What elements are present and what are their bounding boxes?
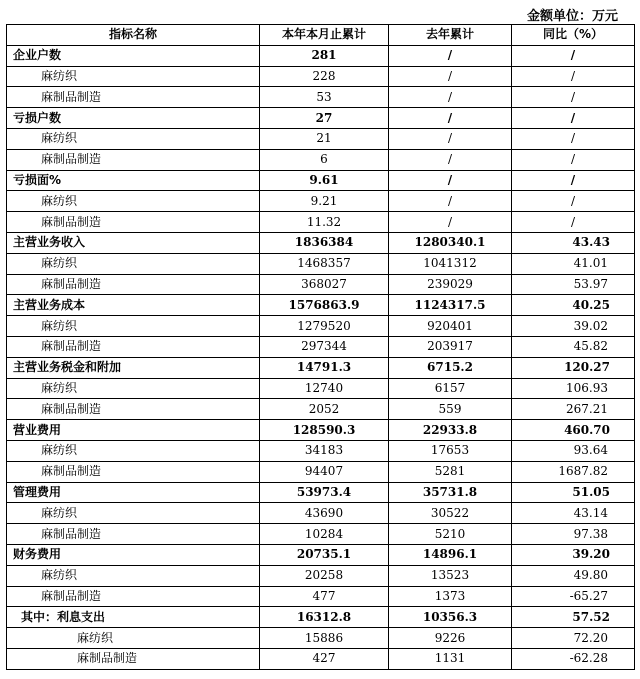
indicator-name-cell: 主营业务成本 <box>7 295 260 316</box>
table-row <box>7 482 635 503</box>
current-value-cell: 20258 <box>260 565 389 586</box>
current-value-cell: 2052 <box>260 399 389 420</box>
previous-value-cell: 9226 <box>389 628 512 649</box>
table-row <box>7 586 635 607</box>
current-value-cell: 15886 <box>260 628 389 649</box>
table-row <box>7 191 635 212</box>
table-row <box>7 253 635 274</box>
column-header-indicator: 指标名称 <box>7 25 260 46</box>
indicator-name-cell: 麻纺织 <box>7 191 260 212</box>
previous-value-cell: 6715.2 <box>389 357 512 378</box>
previous-value-cell: 5281 <box>389 461 512 482</box>
previous-value-cell: 1131 <box>389 648 512 669</box>
current-value-cell: 427 <box>260 648 389 669</box>
indicator-name-cell: 麻纺织 <box>7 440 260 461</box>
previous-value-cell: / <box>389 170 512 191</box>
current-value-cell: 1468357 <box>260 253 389 274</box>
indicator-name-cell: 麻纺织 <box>7 128 260 149</box>
table-row <box>7 232 635 253</box>
previous-value-cell: 920401 <box>389 316 512 337</box>
indicator-name-cell: 麻制品制造 <box>7 336 260 357</box>
yoy-value-cell: / <box>512 149 635 170</box>
table-body <box>7 45 635 669</box>
yoy-value-cell: / <box>512 66 635 87</box>
current-value-cell: 10284 <box>260 524 389 545</box>
indicator-name-cell: 麻制品制造 <box>7 524 260 545</box>
table-row <box>7 544 635 565</box>
table-row <box>7 399 635 420</box>
table-row <box>7 336 635 357</box>
table-row <box>7 66 635 87</box>
indicator-name-cell: 麻纺织 <box>7 378 260 399</box>
previous-value-cell: 13523 <box>389 565 512 586</box>
table-row <box>7 295 635 316</box>
table-row <box>7 565 635 586</box>
previous-value-cell: / <box>389 212 512 233</box>
current-value-cell: 34183 <box>260 440 389 461</box>
current-value-cell: 21 <box>260 128 389 149</box>
previous-value-cell: / <box>389 108 512 129</box>
previous-value-cell: 10356.3 <box>389 607 512 628</box>
indicator-name-cell: 麻制品制造 <box>7 399 260 420</box>
yoy-value-cell: / <box>512 45 635 66</box>
indicator-name-cell: 麻纺织 <box>7 253 260 274</box>
previous-value-cell: 1373 <box>389 586 512 607</box>
column-header-current: 本年本月止累计 <box>260 25 389 46</box>
indicator-name-cell: 主营业务税金和附加 <box>7 357 260 378</box>
yoy-value-cell: 41.01 <box>512 253 635 274</box>
current-value-cell: 43690 <box>260 503 389 524</box>
yoy-value-cell: -65.27 <box>512 586 635 607</box>
yoy-value-cell: / <box>512 191 635 212</box>
indicator-name-cell: 管理费用 <box>7 482 260 503</box>
yoy-value-cell: 40.25 <box>512 295 635 316</box>
previous-value-cell: / <box>389 128 512 149</box>
current-value-cell: 297344 <box>260 336 389 357</box>
previous-value-cell: 30522 <box>389 503 512 524</box>
previous-value-cell: 35731.8 <box>389 482 512 503</box>
previous-value-cell: 239029 <box>389 274 512 295</box>
current-value-cell: 94407 <box>260 461 389 482</box>
current-value-cell: 27 <box>260 108 389 129</box>
previous-value-cell: 1280340.1 <box>389 232 512 253</box>
indicator-name-cell: 财务费用 <box>7 544 260 565</box>
current-value-cell: 9.61 <box>260 170 389 191</box>
yoy-value-cell: 39.20 <box>512 544 635 565</box>
indicator-name-cell: 麻制品制造 <box>7 461 260 482</box>
yoy-value-cell: / <box>512 212 635 233</box>
yoy-value-cell: -62.28 <box>512 648 635 669</box>
yoy-value-cell: 43.14 <box>512 503 635 524</box>
previous-value-cell: / <box>389 66 512 87</box>
table-row <box>7 170 635 191</box>
current-value-cell: 1279520 <box>260 316 389 337</box>
table-row <box>7 128 635 149</box>
yoy-value-cell: 72.20 <box>512 628 635 649</box>
current-value-cell: 20735.1 <box>260 544 389 565</box>
current-value-cell: 53 <box>260 87 389 108</box>
table-row <box>7 378 635 399</box>
yoy-value-cell: / <box>512 108 635 129</box>
yoy-value-cell: 460.70 <box>512 420 635 441</box>
current-value-cell: 477 <box>260 586 389 607</box>
yoy-value-cell: 93.64 <box>512 440 635 461</box>
current-value-cell: 6 <box>260 149 389 170</box>
previous-value-cell: 559 <box>389 399 512 420</box>
column-header-yoy: 同比（%） <box>512 25 635 46</box>
current-value-cell: 1836384 <box>260 232 389 253</box>
yoy-value-cell: 51.05 <box>512 482 635 503</box>
indicator-name-cell: 主营业务收入 <box>7 232 260 253</box>
previous-value-cell: 1041312 <box>389 253 512 274</box>
table-row <box>7 274 635 295</box>
current-value-cell: 368027 <box>260 274 389 295</box>
table-header-row <box>7 25 635 46</box>
yoy-value-cell: / <box>512 170 635 191</box>
table-row <box>7 648 635 669</box>
table-row <box>7 503 635 524</box>
indicator-name-cell: 麻制品制造 <box>7 648 260 669</box>
current-value-cell: 16312.8 <box>260 607 389 628</box>
indicator-name-cell: 麻纺织 <box>7 565 260 586</box>
indicator-name-cell: 企业户数 <box>7 45 260 66</box>
previous-value-cell: 14896.1 <box>389 544 512 565</box>
table-row <box>7 607 635 628</box>
current-value-cell: 281 <box>260 45 389 66</box>
table-row <box>7 440 635 461</box>
indicator-name-cell: 营业费用 <box>7 420 260 441</box>
column-header-previous: 去年累计 <box>389 25 512 46</box>
yoy-value-cell: / <box>512 128 635 149</box>
table-row <box>7 524 635 545</box>
yoy-value-cell: 267.21 <box>512 399 635 420</box>
indicator-name-cell: 麻纺织 <box>7 503 260 524</box>
statistics-table <box>6 24 635 670</box>
indicator-name-cell: 麻制品制造 <box>7 586 260 607</box>
current-value-cell: 14791.3 <box>260 357 389 378</box>
indicator-name-cell: 麻制品制造 <box>7 149 260 170</box>
table-row <box>7 420 635 441</box>
yoy-value-cell: 43.43 <box>512 232 635 253</box>
indicator-name-cell: 麻纺织 <box>7 66 260 87</box>
previous-value-cell: 1124317.5 <box>389 295 512 316</box>
yoy-value-cell: / <box>512 87 635 108</box>
indicator-name-cell: 其中：利息支出 <box>7 607 260 628</box>
table-row <box>7 357 635 378</box>
indicator-name-cell: 亏损户数 <box>7 108 260 129</box>
table-row <box>7 461 635 482</box>
current-value-cell: 53973.4 <box>260 482 389 503</box>
table-row <box>7 87 635 108</box>
current-value-cell: 11.32 <box>260 212 389 233</box>
current-value-cell: 228 <box>260 66 389 87</box>
yoy-value-cell: 97.38 <box>512 524 635 545</box>
table-row <box>7 628 635 649</box>
table-row <box>7 45 635 66</box>
current-value-cell: 1576863.9 <box>260 295 389 316</box>
current-value-cell: 9.21 <box>260 191 389 212</box>
yoy-value-cell: 45.82 <box>512 336 635 357</box>
current-value-cell: 12740 <box>260 378 389 399</box>
yoy-value-cell: 120.27 <box>512 357 635 378</box>
indicator-name-cell: 麻制品制造 <box>7 87 260 108</box>
yoy-value-cell: 1687.82 <box>512 461 635 482</box>
previous-value-cell: 5210 <box>389 524 512 545</box>
indicator-name-cell: 麻纺织 <box>7 628 260 649</box>
previous-value-cell: 203917 <box>389 336 512 357</box>
yoy-value-cell: 39.02 <box>512 316 635 337</box>
current-value-cell: 128590.3 <box>260 420 389 441</box>
previous-value-cell: / <box>389 149 512 170</box>
yoy-value-cell: 106.93 <box>512 378 635 399</box>
previous-value-cell: / <box>389 87 512 108</box>
indicator-name-cell: 亏损面% <box>7 170 260 191</box>
indicator-name-cell: 麻纺织 <box>7 316 260 337</box>
unit-label: 金额单位：万元 <box>526 9 618 24</box>
previous-value-cell: 6157 <box>389 378 512 399</box>
previous-value-cell: / <box>389 45 512 66</box>
table-row <box>7 212 635 233</box>
yoy-value-cell: 49.80 <box>512 565 635 586</box>
yoy-value-cell: 57.52 <box>512 607 635 628</box>
indicator-name-cell: 麻制品制造 <box>7 274 260 295</box>
previous-value-cell: 17653 <box>389 440 512 461</box>
indicator-name-cell: 麻制品制造 <box>7 212 260 233</box>
table-row <box>7 316 635 337</box>
previous-value-cell: 22933.8 <box>389 420 512 441</box>
previous-value-cell: / <box>389 191 512 212</box>
table-row <box>7 149 635 170</box>
yoy-value-cell: 53.97 <box>512 274 635 295</box>
table-row <box>7 108 635 129</box>
